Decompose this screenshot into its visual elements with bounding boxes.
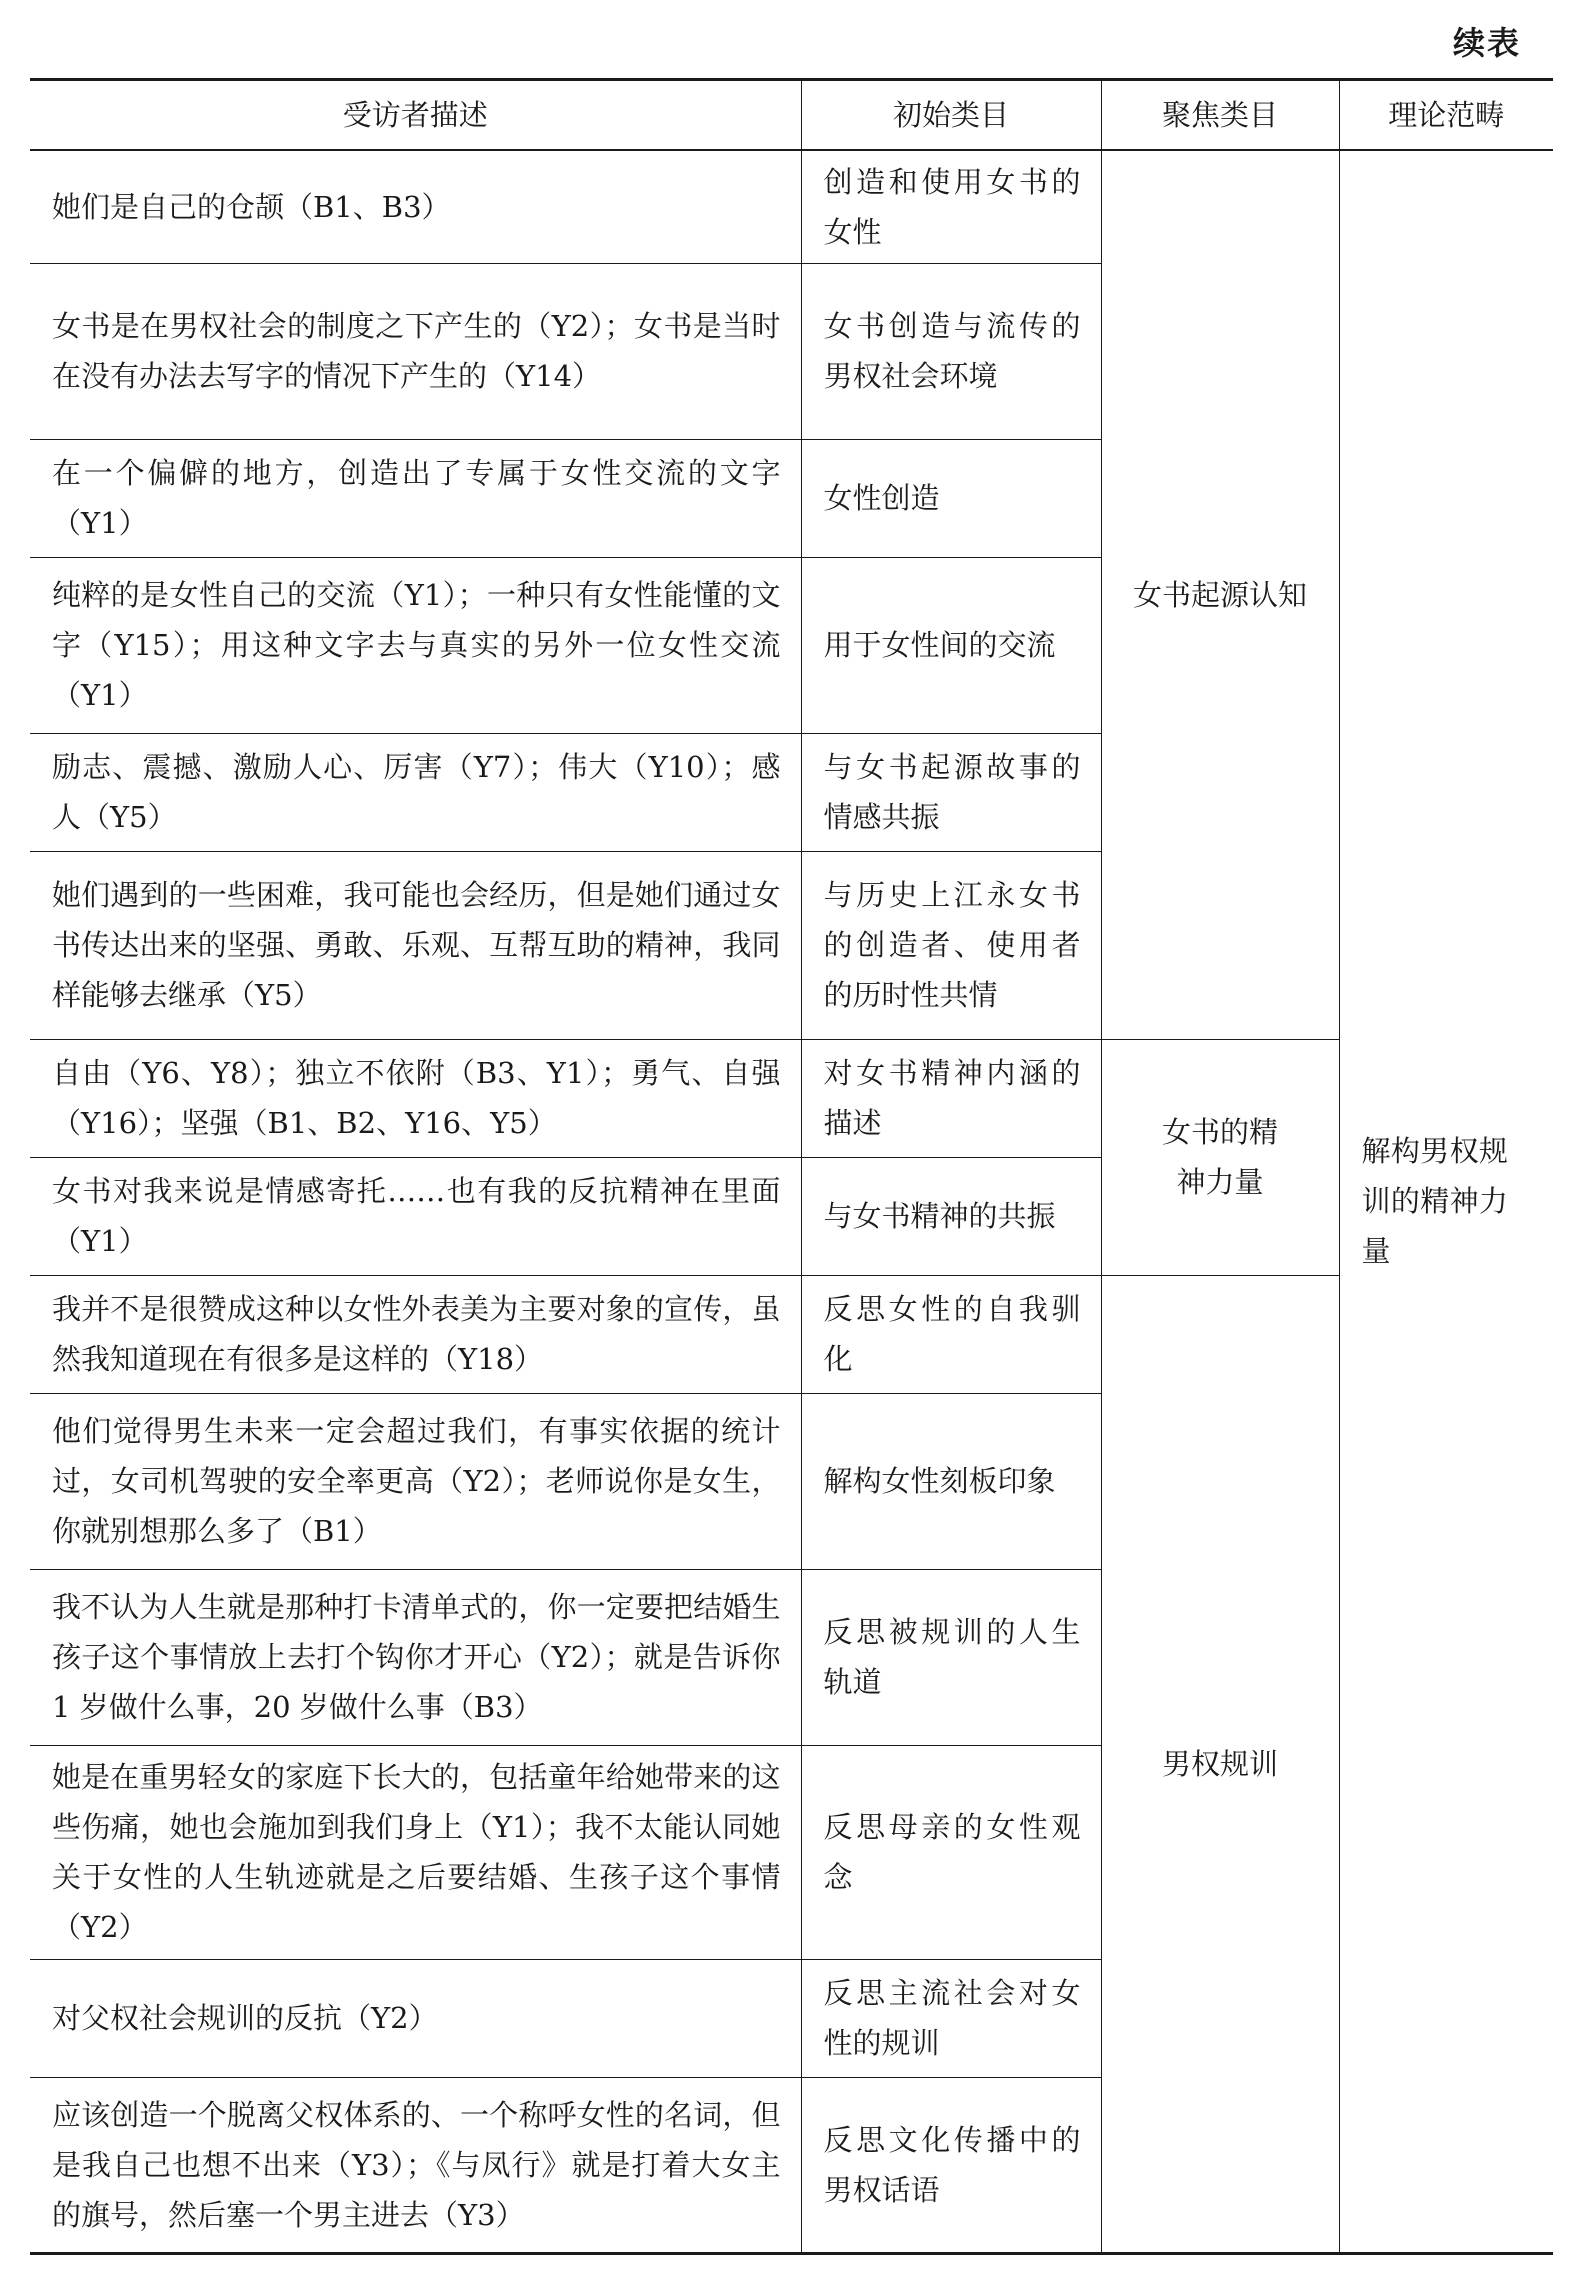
table-row [30, 1039, 1553, 1157]
initial-category: 反思主流社会对女性的规训 [801, 1959, 1101, 2077]
initial-category: 用于女性间的交流 [801, 557, 1101, 733]
interviewee-description: 自由（Y6、Y8）；独立不依附（B3、Y1）；勇气、自强（Y16）；坚强（B1、B2、Y16、Y5） [30, 1039, 801, 1157]
interviewee-description: 应该创造一个脱离父权体系的、一个称呼女性的名词，但是我自己也想不出来（Y3）；《与凤行》就是打着大女主的旗号，然后塞一个男主进去（Y3） [30, 2077, 801, 2253]
focus-category: 女书的精神力量 [1101, 1039, 1339, 1275]
initial-category: 女性创造 [801, 439, 1101, 557]
table-row [30, 150, 1553, 264]
initial-category: 反思被规训的人生轨道 [801, 1569, 1101, 1745]
header-focus-category: 聚焦类目 [1101, 80, 1339, 150]
initial-category: 解构女性刻板印象 [801, 1393, 1101, 1569]
coding-table [30, 78, 1553, 2255]
table-header-row [30, 80, 1553, 150]
interviewee-description: 女书是在男权社会的制度之下产生的（Y2）；女书是当时在没有办法去写字的情况下产生的（Y14） [30, 263, 801, 439]
interviewee-description: 女书对我来说是情感寄托……也有我的反抗精神在里面（Y1） [30, 1157, 801, 1275]
initial-category: 反思母亲的女性观念 [801, 1745, 1101, 1959]
table-body [30, 150, 1553, 2254]
interviewee-description: 励志、震撼、激励人心、厉害（Y7）；伟大（Y10）；感人（Y5） [30, 733, 801, 851]
initial-category: 创造和使用女书的女性 [801, 150, 1101, 264]
theory-category: 解构男权规训的精神力量 [1339, 150, 1553, 2254]
initial-category: 与女书起源故事的情感共振 [801, 733, 1101, 851]
focus-category: 女书起源认知 [1101, 150, 1339, 1040]
interviewee-description: 纯粹的是女性自己的交流（Y1）；一种只有女性能懂的文字（Y15）；用这种文字去与真实的另外一位女性交流（Y1） [30, 557, 801, 733]
initial-category: 女书创造与流传的男权社会环境 [801, 263, 1101, 439]
header-initial-category: 初始类目 [801, 80, 1101, 150]
continued-label: 续表 [1452, 24, 1521, 62]
interviewee-description: 她们是自己的仓颉（B1、B3） [30, 150, 801, 264]
interviewee-description: 我不认为人生就是那种打卡清单式的，你一定要把结婚生孩子这个事情放上去打个钩你才开心（Y2）；就是告诉你 1 岁做什么事，20 岁做什么事（B3） [30, 1569, 801, 1745]
interviewee-description: 我并不是很赞成这种以女性外表美为主要对象的宣传，虽然我知道现在有很多是这样的（Y18） [30, 1275, 801, 1393]
interviewee-description: 对父权社会规训的反抗（Y2） [30, 1959, 801, 2077]
initial-category: 对女书精神内涵的描述 [801, 1039, 1101, 1157]
header-description: 受访者描述 [30, 80, 801, 150]
interviewee-description: 她是在重男轻女的家庭下长大的，包括童年给她带来的这些伤痛，她也会施加到我们身上（Y1）；我不太能认同她关于女性的人生轨迹就是之后要结婚、生孩子这个事情（Y2） [30, 1745, 801, 1959]
header-theory-category: 理论范畴 [1339, 80, 1553, 150]
initial-category: 反思文化传播中的男权话语 [801, 2077, 1101, 2253]
interviewee-description: 他们觉得男生未来一定会超过我们，有事实依据的统计过，女司机驾驶的安全率更高（Y2）；老师说你是女生，你就别想那么多了（B1） [30, 1393, 801, 1569]
table-row [30, 1275, 1553, 1393]
interviewee-description: 在一个偏僻的地方，创造出了专属于女性交流的文字（Y1） [30, 439, 801, 557]
focus-category: 男权规训 [1101, 1275, 1339, 2253]
initial-category: 反思女性的自我驯化 [801, 1275, 1101, 1393]
interviewee-description: 她们遇到的一些困难，我可能也会经历，但是她们通过女书传达出来的坚强、勇敢、乐观、互帮互助的精神，我同样能够去继承（Y5） [30, 851, 801, 1039]
initial-category: 与女书精神的共振 [801, 1157, 1101, 1275]
initial-category: 与历史上江永女书的创造者、使用者的历时性共情 [801, 851, 1101, 1039]
